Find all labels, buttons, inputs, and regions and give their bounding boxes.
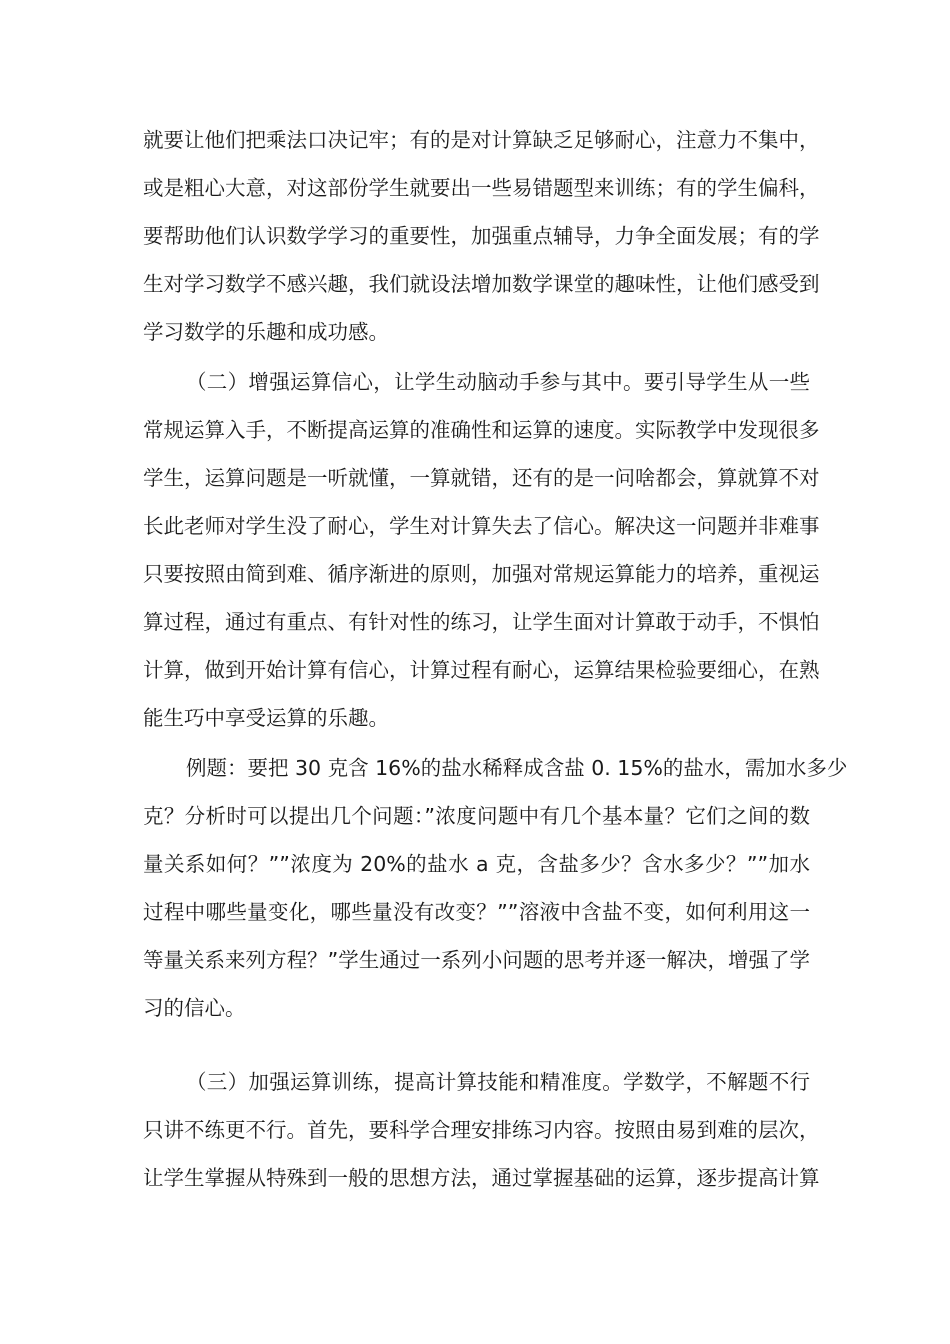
text-line: 学生，运算问题是一听就懂，一算就错，还有的是一问啥都会，算就算不对 bbox=[143, 466, 820, 490]
text-line: 只讲不练更不行。首先，要科学合理安排练习内容。按照由易到难的层次， bbox=[143, 1118, 820, 1142]
text-line: 或是粗心大意，对这部份学生就要出一些易错题型来训练；有的学生偏科， bbox=[143, 176, 820, 200]
text-line: 让学生掌握从特殊到一般的思想方法，通过掌握基础的运算，逐步提高计算 bbox=[143, 1166, 820, 1190]
text-line: 要帮助他们认识数学学习的重要性，加强重点辅导，力争全面发展；有的学 bbox=[143, 224, 820, 248]
text-line: 学习数学的乐趣和成功感。 bbox=[143, 320, 389, 344]
text-line: 习的信心。 bbox=[143, 996, 246, 1020]
text-line: 能生巧中享受运算的乐趣。 bbox=[143, 706, 389, 730]
text-line: 克？分析时可以提出几个问题：”浓度问题中有几个基本量？它们之间的数 bbox=[143, 804, 810, 828]
text-line: 计算，做到开始计算有信心，计算过程有耐心，运算结果检验要细心，在熟 bbox=[143, 658, 820, 682]
text-line: 量关系如何？””浓度为 20%的盐水 a 克，含盐多少？含水多少？””加水 bbox=[143, 852, 810, 876]
text-line: 算过程，通过有重点、有针对性的练习，让学生面对计算敢于动手，不惧怕 bbox=[143, 610, 820, 634]
text-line: 过程中哪些量变化，哪些量没有改变？””溶液中含盐不变，如何利用这一 bbox=[143, 900, 810, 924]
text-line: 长此老师对学生没了耐心，学生对计算失去了信心。解决这一问题并非难事 bbox=[143, 514, 820, 538]
text-line: 生对学习数学不感兴趣，我们就设法增加数学课堂的趣味性，让他们感受到 bbox=[143, 272, 820, 296]
paragraph-heading-3: （三）加强运算训练，提高计算技能和精准度。学数学，不解题不行 bbox=[186, 1070, 810, 1094]
text-line: 就要让他们把乘法口决记牢；有的是对计算缺乏足够耐心，注意力不集中， bbox=[143, 128, 820, 152]
text-line: 只要按照由简到难、循序渐进的原则，加强对常规运算能力的培养，重视运 bbox=[143, 562, 820, 586]
text-line: 等量关系来列方程？”学生通过一系列小问题的思考并逐一解决，增强了学 bbox=[143, 948, 810, 972]
text-line: 常规运算入手，不断提高运算的准确性和运算的速度。实际教学中发现很多 bbox=[143, 418, 820, 442]
example-line: 例题：要把 30 克含 16%的盐水稀释成含盐 0. 15%的盐水，需加水多少 bbox=[186, 756, 848, 780]
paragraph-heading-2: （二）增强运算信心，让学生动脑动手参与其中。要引导学生从一些 bbox=[186, 370, 810, 394]
